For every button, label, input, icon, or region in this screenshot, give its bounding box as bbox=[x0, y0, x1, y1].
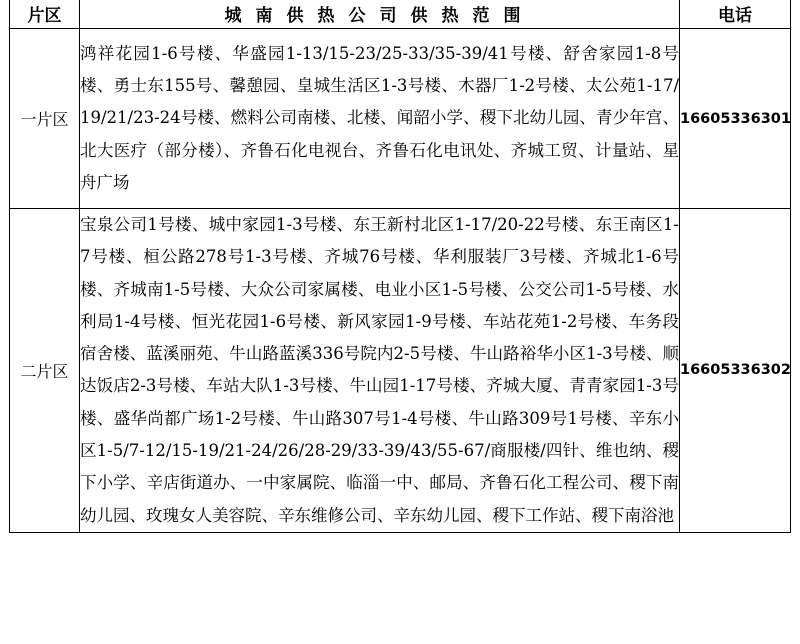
table-row bbox=[10, 29, 791, 209]
phone-header: 电话 bbox=[680, 0, 791, 29]
phone-cell: 16605336302 bbox=[680, 209, 791, 533]
district-cell: 一片区 bbox=[10, 29, 80, 209]
district-cell: 二片区 bbox=[10, 209, 80, 533]
heating-range-table bbox=[9, 0, 791, 533]
range-cell: 鸿祥花园1-6号楼、华盛园1-13/15-23/25-33/35-39/41号楼、舒舍家园1-8号楼、勇士东155号、馨憩园、皇城生活区1-3号楼、木器厂1-2号楼、太公苑1-17/19/21/23-24号楼、燃料公司南楼、北楼、闻韶小学、稷下北幼儿园、青少年宫、北大医疗（部分楼）、齐鲁石化电视台、齐鲁石化电讯处、齐城工贸、计量站、星舟广场 bbox=[80, 29, 680, 209]
table-row bbox=[10, 209, 791, 533]
table-header-row bbox=[10, 0, 791, 29]
district-header: 片区 bbox=[10, 0, 80, 29]
range-header: 城南供热公司供热范围 bbox=[80, 0, 680, 29]
range-cell: 宝泉公司1号楼、城中家园1-3号楼、东王新村北区1-17/20-22号楼、东王南区1-7号楼、桓公路278号1-3号楼、齐城76号楼、华利服装厂3号楼、齐城北1-6号楼、齐城南1-5号楼、大众公司家属楼、电业小区1-5号楼、公交公司1-5号楼、水利局1-4号楼、恒光花园1-6号楼、新风家园1-9号楼、车站花苑1-2号楼、车务段宿舍楼、蓝溪丽苑、牛山路蓝溪336号院内2-5号楼、牛山路裕华小区1-3号楼、顺达饭店2-3号楼、车站大队1-3号楼、牛山园1-17号楼、齐城大厦、青青家园1-3号楼、盛华尚都广场1-2号楼、牛山路307号1-4号楼、牛山路309号1号楼、辛东小区1-5/7-12/15-19/21-24/26/28-29/33-39/43/55-67/商服楼/四针、维也纳、稷下小学、辛店街道办、一中家属院、临淄一中、邮局、齐鲁石化工程公司、稷下南幼儿园、玫瑰女人美容院、辛东维修公司、辛东幼儿园、稷下工作站、稷下南浴池 bbox=[80, 209, 680, 533]
phone-cell: 16605336301 bbox=[680, 29, 791, 209]
